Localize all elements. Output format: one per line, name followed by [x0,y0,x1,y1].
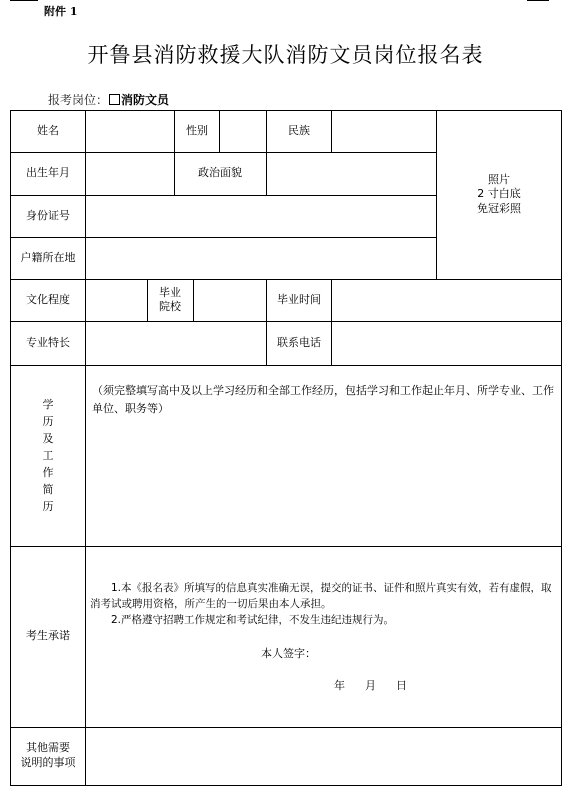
political-label: 政治面貌 [198,166,242,180]
resume-label-char: 工 [42,448,54,462]
name-label: 姓名 [37,124,59,138]
specialty-label: 专业特长 [26,335,70,349]
specialty-input[interactable] [86,321,266,365]
name-input[interactable] [86,110,174,153]
grad-time-input[interactable] [332,279,561,321]
school-input[interactable] [193,279,266,321]
position-checkbox[interactable] [109,94,120,105]
hukou-input[interactable] [86,237,436,279]
photo-label-line2: 2 寸白底 [477,187,521,201]
date-day: 日 [396,679,407,692]
id-input[interactable] [86,195,436,237]
hukou-label: 户籍所在地 [20,250,76,264]
row-line-6 [10,365,562,366]
resume-label-char: 学 [42,397,54,411]
resume-label-char: 作 [42,466,54,480]
top-rule-right [527,0,549,1]
resume-hint[interactable]: （须完整填写高中及以上学习经历和全部工作经历，包括学习和工作起止年月、所学专业、工作单位、职务等） [92,384,554,415]
position-value: 消防文员 [121,93,170,107]
resume-label [10,365,86,546]
col-line-right [561,110,562,786]
resume-label-char: 历 [42,414,54,428]
commit-text-1: 1.本《报名表》所填写的信息真实准确无误，提交的证书、证件和照片真实有效，若有虚假，取消考试或聘用资格，所产生的一切后果由本人承担。 [90,582,552,610]
education-label: 文化程度 [26,292,70,306]
resume-label-char: 简 [42,483,54,497]
position-line [48,91,169,108]
page-title: 开鲁县消防救援大队消防文员岗位报名表 [87,43,484,67]
sign-label: 本人签字： [261,647,316,660]
other-input[interactable] [86,727,561,785]
other-label-line2: 说明的事项 [20,756,76,769]
phone-label: 联系电话 [277,335,321,349]
attachment-label: 附件 1 [44,5,78,18]
phone-input[interactable] [332,321,561,365]
photo-label-line1: 照片 [488,173,510,187]
school-label-line2: 院校 [159,300,181,313]
commit-text [90,581,560,628]
photo-box[interactable] [437,110,561,279]
position-label: 报考岗位： [48,93,109,107]
birth-label: 出生年月 [26,166,70,180]
political-input[interactable] [266,152,436,195]
grad-time-label: 毕业时间 [277,292,321,306]
other-label [10,727,86,785]
date-year: 年 [334,679,345,692]
school-label-line1: 毕业 [159,286,181,300]
resume-label-char: 及 [42,431,54,445]
ethnicity-input[interactable] [332,110,436,153]
date-month: 月 [365,679,376,692]
top-rule-left [10,0,38,1]
other-label-line1: 其他需要 [26,741,70,755]
photo-label-line3: 免冠彩照 [477,201,521,215]
id-label: 身份证号 [26,208,70,222]
education-input[interactable] [86,279,147,321]
birth-input[interactable] [86,152,174,195]
resume-label-char: 历 [42,500,54,514]
commit-label: 考生承诺 [26,629,70,643]
gender-label: 性别 [186,124,208,138]
row-line-bottom [10,785,562,786]
row-line-7 [10,546,562,547]
school-label [147,279,193,321]
ethnicity-label: 民族 [288,124,310,138]
commit-text-2: 2.严格遵守招聘工作规定和考试纪律，不发生违纪违规行为。 [111,613,395,626]
sign-date [334,677,427,693]
gender-input[interactable] [220,110,266,153]
